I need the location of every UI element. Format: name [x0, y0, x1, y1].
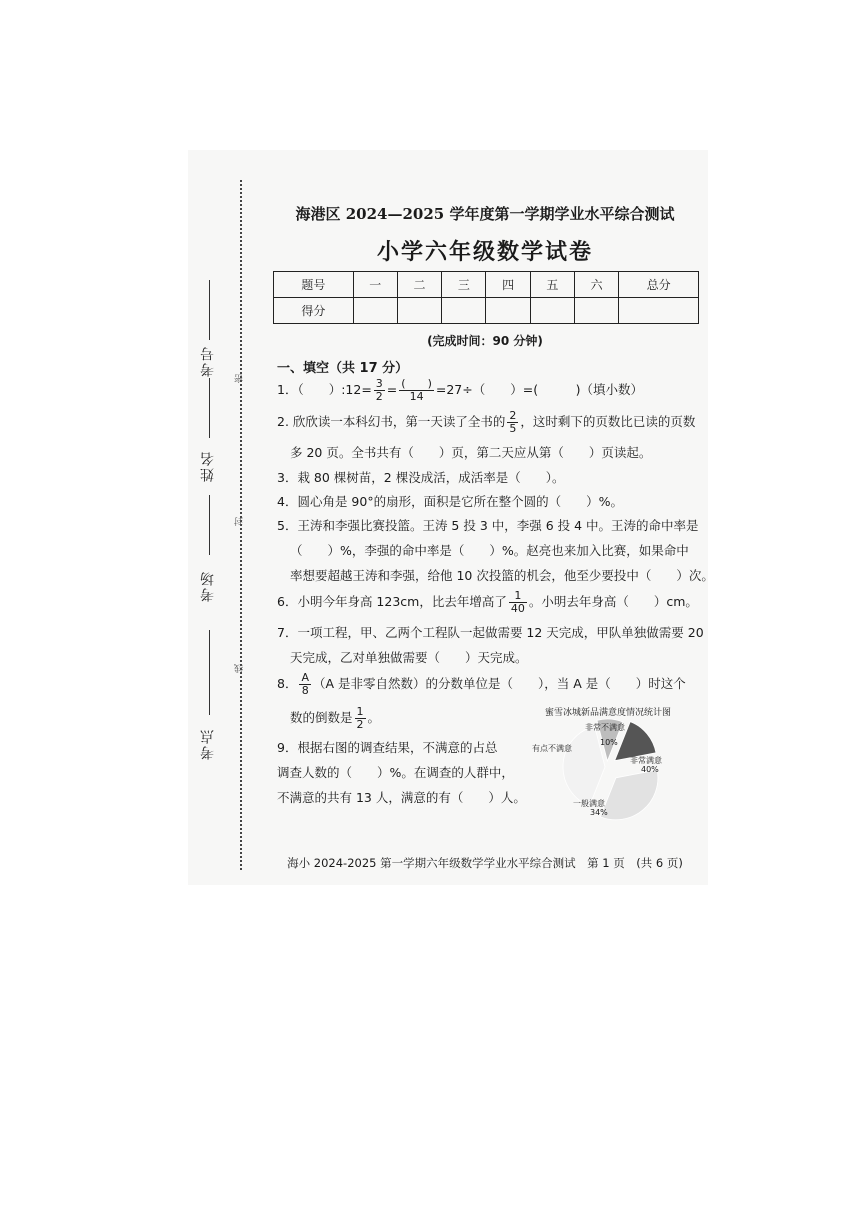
- score-cell[interactable]: [619, 298, 699, 324]
- pie-value-very-satisfied: 40%: [641, 765, 659, 774]
- score-cell[interactable]: [397, 298, 441, 324]
- score-header-cell: 六: [574, 272, 618, 298]
- side-label-room: 考场: [200, 570, 216, 602]
- pie-value-very-dissatisfied: 10%: [600, 738, 618, 747]
- score-table: [273, 271, 699, 324]
- side-label-site: 考点: [200, 728, 216, 760]
- section-title: 一、填空（共 17 分）: [277, 361, 409, 376]
- q8-fraction-2: [355, 706, 366, 731]
- score-header-cell: 三: [442, 272, 486, 298]
- q2-fraction: [507, 410, 518, 435]
- side-line-exam-no: [209, 280, 210, 340]
- q8-fraction-2-num: 1: [356, 705, 364, 718]
- pie-slice-very-satisfied: [563, 726, 605, 806]
- pie-label-very-satisfied: 非常满意: [630, 756, 662, 765]
- exam-title: 海港区 2024—2025 学年度第一学期学业水平综合测试: [295, 205, 675, 223]
- question-2-line-2: 多 20 页。全书共有（ ）页，第二天应从第（ ）页读起。: [290, 445, 652, 460]
- q8-part-b: （A 是非零自然数）的分数单位是（ ），当 A 是（ ）时这个: [312, 676, 686, 691]
- pie-label-somewhat-dissatisfied: 有点不满意: [532, 744, 572, 753]
- score-header-cell: 四: [486, 272, 530, 298]
- side-line-room: [209, 495, 210, 555]
- score-header-cell: 五: [530, 272, 574, 298]
- satisfaction-pie-chart: [525, 705, 705, 835]
- score-cell[interactable]: [486, 298, 530, 324]
- question-8-line-2: [290, 706, 380, 731]
- q2-fraction-num: 2: [509, 409, 517, 422]
- exam-subtitle: 小学六年级数学试卷: [376, 240, 593, 265]
- side-line-site: [209, 630, 210, 715]
- binding-mark-mi: 密: [235, 372, 245, 383]
- page-footer: 海小 2024-2025 第一学期六年级数学学业水平综合测试 第 1 页 (共 6 页): [287, 856, 683, 870]
- q1-fraction-1: [374, 378, 385, 403]
- q1-equals: =: [386, 382, 398, 397]
- q8-line2-b: 。: [367, 710, 381, 725]
- question-1: [277, 378, 643, 403]
- question-8-line-1: [277, 672, 686, 697]
- side-label-exam-no: 考号: [200, 345, 216, 377]
- q1-fraction-2-num: ( ): [401, 377, 432, 390]
- pie-slice-fairly-satisfied: [600, 770, 658, 820]
- q1-fraction-2: [399, 378, 434, 403]
- q6-fraction-den: 40: [510, 602, 525, 615]
- q6-part-b: 。小明去年身高（ ）cm。: [528, 594, 698, 609]
- q2-part-b: ，这时剩下的页数比已读的页数: [520, 414, 696, 429]
- q1-part-b: =27÷（ ）=( )（填小数）: [435, 382, 643, 397]
- question-7-line-2: 天完成，乙对单独做需要（ ）天完成。: [290, 650, 528, 665]
- q8-line2-a: 数的倒数是: [290, 710, 353, 725]
- question-6: [277, 590, 698, 615]
- q2-fraction-den: 5: [509, 422, 517, 435]
- score-cell[interactable]: [530, 298, 574, 324]
- q1-fraction-1-num: 3: [375, 377, 383, 390]
- exam-duration: (完成时间：90 分钟): [427, 334, 543, 348]
- score-header-cell: 总分: [619, 272, 699, 298]
- pie-label-fairly-satisfied: 一般满意: [573, 799, 605, 808]
- q1-fraction-1-den: 2: [375, 390, 383, 403]
- pie-label-very-dissatisfied: 非常不满意: [585, 723, 625, 732]
- question-5-line-2: （ ）%，李强的命中率是（ ）%。赵亮也来加入比赛，如果命中: [290, 543, 689, 558]
- question-9-line-1: 9．根据右图的调查结果，不满意的占总: [277, 740, 498, 755]
- score-header-cell: 题号: [274, 272, 354, 298]
- question-3: 3．栽 80 棵树苗，2 棵没成活，成活率是（ ）。: [277, 470, 565, 485]
- question-5-line-1: 5．王涛和李强比赛投篮。王涛 5 投 3 中，李强 6 投 4 中。王涛的命中率是: [277, 518, 699, 533]
- score-row-label: 得分: [274, 298, 354, 324]
- question-2-line-1: [277, 410, 695, 435]
- side-line-name: [209, 378, 210, 438]
- q8-fraction-2-den: 2: [356, 718, 364, 731]
- pie-chart-title: 蜜雪冰城新品满意度情况统计图: [545, 708, 672, 718]
- q8-part-a: 8．: [277, 676, 298, 691]
- score-cell[interactable]: [353, 298, 397, 324]
- q8-fraction-1-num: A: [301, 671, 309, 684]
- score-cell[interactable]: [574, 298, 618, 324]
- score-header-cell: 一: [353, 272, 397, 298]
- q2-part-a: 2. 欣欣读一本科幻书，第一天读了全书的: [277, 414, 506, 429]
- score-table-header-row: [274, 272, 699, 298]
- score-header-cell: 二: [397, 272, 441, 298]
- q8-fraction-1-den: 8: [301, 684, 309, 697]
- q6-fraction-num: 1: [509, 590, 527, 603]
- q1-fraction-2-den: 14: [409, 390, 424, 403]
- score-table-score-row: [274, 298, 699, 324]
- q8-fraction-1: [299, 672, 311, 697]
- pie-value-fairly-satisfied: 34%: [590, 808, 608, 817]
- binding-mark-feng: 封: [235, 515, 245, 526]
- binding-mark-xian: 线: [235, 662, 245, 673]
- question-7-line-1: 7．一项工程，甲、乙两个工程队一起做需要 12 天完成，甲队单独做需要 20: [277, 625, 704, 640]
- q1-part-a: 1．（ ）:12=: [277, 382, 372, 397]
- question-9-line-3: 不满意的共有 13 人，满意的有（ ）人。: [277, 790, 526, 805]
- q6-part-a: 6．小明今年身高 123cm，比去年增高了: [277, 594, 507, 609]
- question-5-line-3: 率想要超越王涛和李强，给他 10 次投篮的机会，他至少要投中（ ）次。: [290, 568, 714, 583]
- question-4: 4．圆心角是 90°的扇形，面积是它所在整个圆的（ ）%。: [277, 494, 623, 509]
- side-label-name: 姓名: [200, 450, 216, 482]
- score-cell[interactable]: [442, 298, 486, 324]
- question-9-line-2: 调查人数的（ ）%。在调查的人群中，: [277, 765, 514, 780]
- q6-fraction: [509, 590, 527, 615]
